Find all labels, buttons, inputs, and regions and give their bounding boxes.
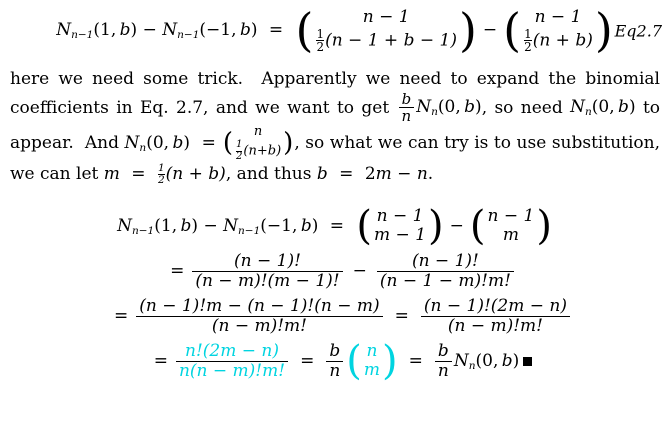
- deriv3-frac-2: $\frac{(n - 1)!(2m - n)}{(n - m)!m!}$: [421, 297, 570, 336]
- deriv4-N-term: $N_n(0$, b): [453, 350, 520, 372]
- paragraph-text-6: .: [427, 164, 434, 185]
- equation-tag: Eq2.7: [614, 21, 662, 41]
- paragraph-text-1: here we need some trick. Apparently we need to expand the binomial coefficients in Eq. 2.7, and we want to get: [10, 68, 660, 118]
- inline-expr-Nn0b-binom: $N_n(0$, b) = ( n $\frac{1}{2}$ (n+b) ): [124, 124, 294, 162]
- deriv1-binom-1: ( n − 1 m − 1 ): [356, 203, 444, 250]
- deriv4-equals-b: =: [300, 351, 315, 372]
- deriv1-binom-2: ( n − 1 m ): [469, 203, 552, 250]
- deriv4-coef-1: $\frac{b}{n}$: [326, 342, 343, 381]
- derivation-line-3: [0, 297, 670, 336]
- deriv2-frac-2: $\frac{(n - 1)!}{(n - 1 - m)!m!}$: [377, 252, 514, 291]
- paragraph-text-4: , so what we can try is to use substitution, we can let: [10, 133, 661, 185]
- qed-square: [523, 357, 532, 366]
- derivation-line-4: [0, 338, 670, 385]
- deriv4-equals-c: =: [408, 351, 423, 372]
- explanatory-paragraph: [10, 67, 660, 187]
- paragraph-text-5: , and thus: [225, 164, 312, 185]
- inline-expr-b-over-n-N: $\frac{b}{n}$ $N_n(0$, b): [397, 97, 482, 117]
- paragraph-text-3: to appear. And: [10, 97, 661, 154]
- derivation-line-1: $N_{n-1}(1$, $b) - N_{n-1}(-1$, b) = ( n − 1 m − 1 ) − ( n − 1 m ): [117, 203, 552, 250]
- deriv4-frac-1: $\frac{n!(2m - n)}{n(n - m)!m!}$: [176, 342, 288, 381]
- deriv4-binom: ( n m ): [346, 338, 398, 385]
- eq27-binom-1: ( n − 1 $\frac{1}{2}$ (n − 1 + b − 1) ): [295, 2, 477, 57]
- inline-expr-m-def: m = $\frac{1}{2}$ (n + b): [103, 162, 226, 187]
- paragraph-text-2: , so need: [481, 97, 563, 118]
- eq27-lhs: $N_{n-1}(1$, $b) - N_{n-1}(-1$, b) =: [56, 20, 284, 42]
- deriv1-lhs: $N_{n-1}(1$, $b) - N_{n-1}(-1$, b) =: [117, 215, 344, 237]
- deriv3-equals-a: =: [113, 306, 129, 327]
- equation-2-7: $N_{n-1}(1$, $b) - N_{n-1}(-1$, b) = ( n − 1 $\frac{1}{2}$ (n − 1 + b − 1) ) − ( n − 1 $\frac{1}{2}$ (n + b) ) Eq2.7: [56, 2, 662, 57]
- derivation-line-2: [0, 252, 670, 291]
- inline-expr-Nn0b: $N_n(0$, b): [570, 97, 636, 119]
- deriv3-equals-b: =: [394, 306, 409, 327]
- document-page: [0, 2, 670, 436]
- inline-expr-b-def: b = 2m − n: [316, 164, 428, 185]
- deriv2-equals: =: [170, 261, 185, 282]
- deriv4-coef-2: $\frac{b}{n}$: [435, 342, 452, 381]
- deriv2-minus: −: [352, 261, 367, 282]
- eq27-binom-2: ( n − 1 $\frac{1}{2}$ (n + b) ): [503, 2, 613, 57]
- deriv3-frac-1: $\frac{(n - 1)!m - (n - 1)!(n - m)}{(n - m)!m!}$: [136, 297, 382, 336]
- deriv2-frac-1: $\frac{(n - 1)!}{(n - m)!(m - 1)!}$: [192, 252, 342, 291]
- deriv4-equals-a: =: [153, 351, 168, 372]
